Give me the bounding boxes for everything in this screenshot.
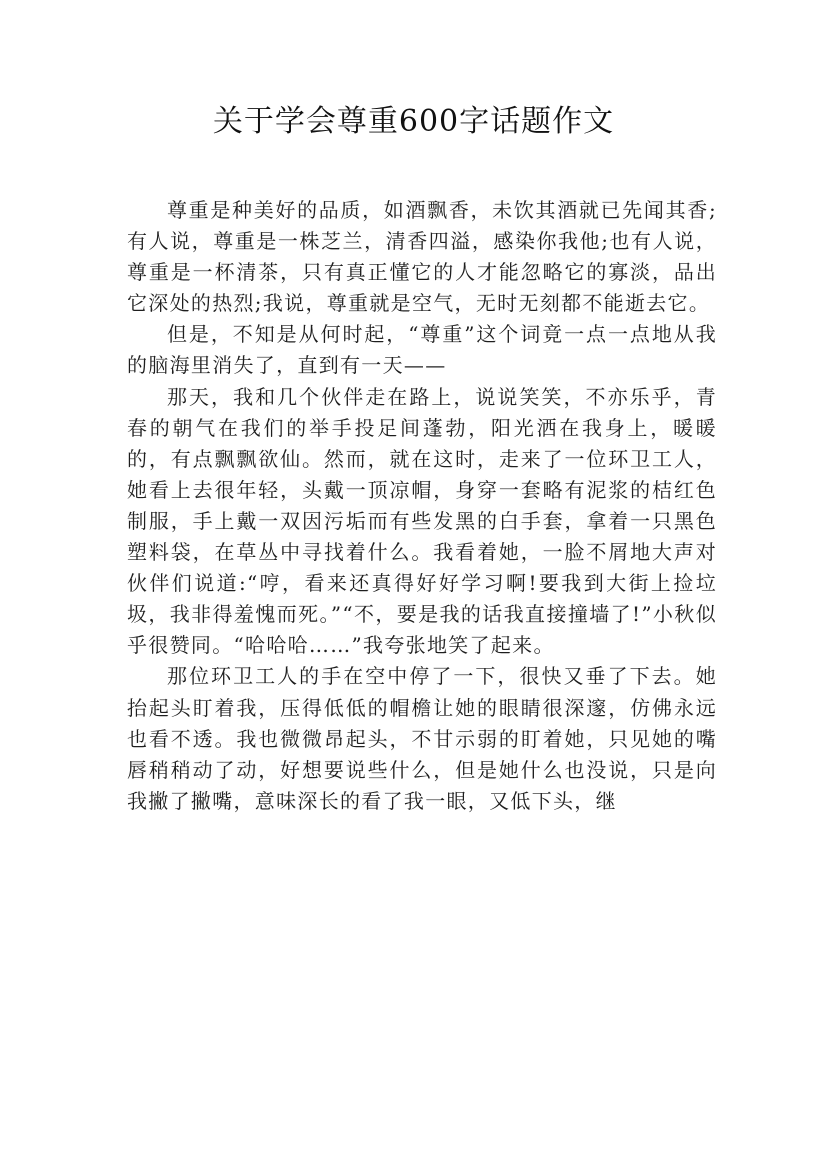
paragraph-4: 那位环卫工人的手在空中停了一下，很快又垂了下去。她抬起头盯着我，压得低低的帽檐让她的眼睛很深邃，仿佛永远也看不透。我也微微昂起头，不甘示弱的盯着她，只见她的嘴唇稍稍动了动，好想要说些什么，但是她什么也没说，只是向我撇了撇嘴，意味深长的看了我一眼，又低下头，继 bbox=[127, 664, 717, 813]
paragraph-2: 但是，不知是从何时起，“尊重”这个词竟一点一点地从我的脑海里消失了，直到有一天—— bbox=[127, 322, 717, 378]
paragraph-3: 那天，我和几个伙伴走在路上，说说笑笑，不亦乐乎，青春的朝气在我们的举手投足间蓬勃，阳光洒在我身上，暖暖的，有点飘飘欲仙。然而，就在这时，走来了一位环卫工人，她看上去很年轻，头戴一顶凉帽，身穿一套略有泥浆的桔红色制服，手上戴一双因污垢而有些发黑的白手套，拿着一只黑色塑料袋，在草丛中寻找着什么。我看着她，一脸不屑地大声对伙伴们说道:“哼，看来还真得好好学习啊!要我到大街上捡垃圾，我非得羞愧而死。”“不，要是我的话我直接撞墙了!”小秋似乎很赞同。“哈哈哈……”我夸张地笑了起来。 bbox=[127, 384, 717, 658]
paragraph-1: 尊重是种美好的品质，如酒飘香，未饮其酒就已先闻其香;有人说，尊重是一株芝兰，清香四溢，感染你我他;也有人说，尊重是一杯清茶，只有真正懂它的人才能忽略它的寡淡，品出它深处的热烈;我说，尊重就是空气，无时无刻都不能逝去它。 bbox=[127, 198, 717, 316]
document-title: 关于学会尊重600字话题作文 bbox=[212, 104, 615, 139]
document-body bbox=[127, 195, 717, 817]
